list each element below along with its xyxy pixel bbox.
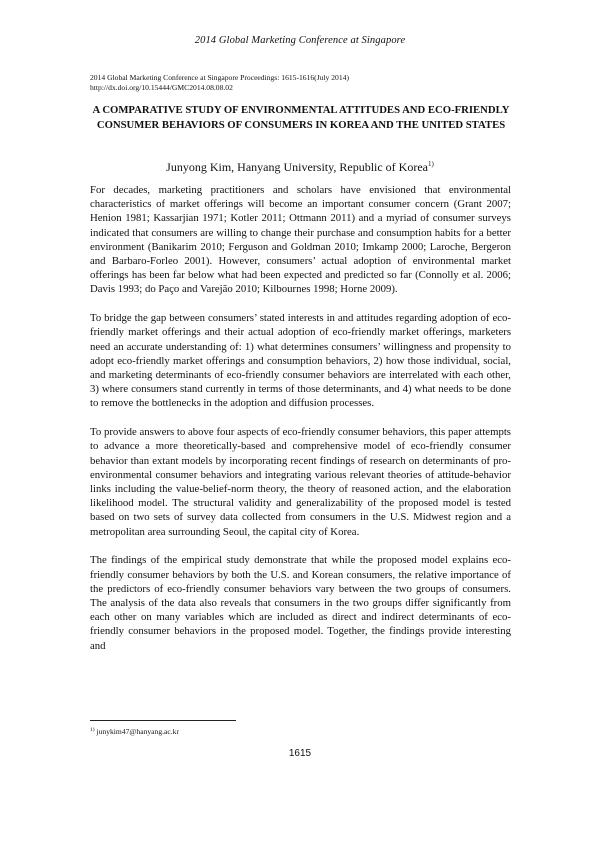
- abstract-body: [90, 183, 511, 667]
- paragraph-3: To provide answers to above four aspects of eco-friendly consumer behaviors, this paper attempts to advance a more theoretically-based and comprehensive model of eco-friendly consumer behavior than extant models by incorporating recent findings of research on determinants of pro-environmental consumer behaviors and integrating various relevant theories of attitude-behavior links including the value-belief-norm theory, the theory of reasoned action, and the elaboration likelihood model. The structural validity and generalizability of the proposed model is tested based on two sets of survey data collected from consumers in the U.S. Midwest region and a metropolitan area surrounding Seoul, the capital city of Korea.: [90, 426, 511, 538]
- running-header: 2014 Global Marketing Conference at Singapore: [194, 35, 406, 46]
- footnote: [90, 727, 179, 736]
- footnote-email[interactable]: junykim47@hanyang.ac.kr: [96, 727, 179, 736]
- footnote-divider: [90, 720, 236, 721]
- doi-link[interactable]: http://dx.doi.org/10.15444/GMC2014.08.08.02: [90, 83, 233, 92]
- paper-title: A COMPARATIVE STUDY OF ENVIRONMENTAL ATTITUDES AND ECO-FRIENDLY CONSUMER BEHAVIORS OF CONSUMERS IN KOREA AND THE UNITED STATES: [92, 104, 510, 131]
- author-affiliation: Junyong Kim, Hanyang University, Republic of Korea: [166, 160, 428, 174]
- proceedings-citation: 2014 Global Marketing Conference at Singapore Proceedings: 1615-1616(July 2014): [90, 73, 349, 82]
- author-footnote-marker[interactable]: 1): [428, 160, 434, 168]
- author-line: [0, 160, 600, 175]
- page-number: 1615: [288, 748, 312, 759]
- proceedings-info: [90, 73, 520, 93]
- paragraph-2: To bridge the gap between consumers’ stated interests in and attitudes regarding adoption of eco-friendly market offerings and their actual adoption of eco-friendly market offerings, marketers need an accurate understanding of: 1) what determines consumers’ willingness and propensity to adopt eco-friendly market offerings and consumption behaviors, 2) how those individual, social, and marketing determinants of eco-friendly consumer behaviors are interrelated with each other, 3) where consumers stand currently in terms of those determinants, and 4) what needs to be done to remove the bottlenecks in the adoption and diffusion processes.: [90, 312, 511, 410]
- paragraph-1: For decades, marketing practitioners and scholars have envisioned that environmental characteristics of market offerings will become an important consumer concern (Grant 2007; Henion 1981; Kassarjian 1971; Kotler 2011; Ottmann 2011) and a myriad of consumer surveys indicated that consumers are willing to change their purchase and consumption habits for a better environment (Banikarim 2010; Ferguson and Goldman 2010; Imkamp 2000; Laroche, Bergeron and Barbaro-Forleo 2001). However, consumers’ actual adoption of environmental market offerings has been far below what had been expected and predicted so far (Connolly et al. 2006; Davis 1993; do Paço and Varejão 2010; Kilbournes 1998; Horne 2009).: [90, 184, 511, 296]
- footnote-marker: 1): [90, 727, 95, 733]
- paragraph-4: The findings of the empirical study demonstrate that while the proposed model explains eco-friendly consumer behaviors by both the U.S. and Korean consumers, the relative importance of the predictors of eco-friendly consumer behaviors vary between the two groups of consumers. The analysis of the data also reveals that consumers in the two groups differ significantly from each other on many variables which are included as direct and indirect determinants of eco-friendly consumer behaviors in the proposed model. Together, the findings provide interesting and: [90, 554, 511, 652]
